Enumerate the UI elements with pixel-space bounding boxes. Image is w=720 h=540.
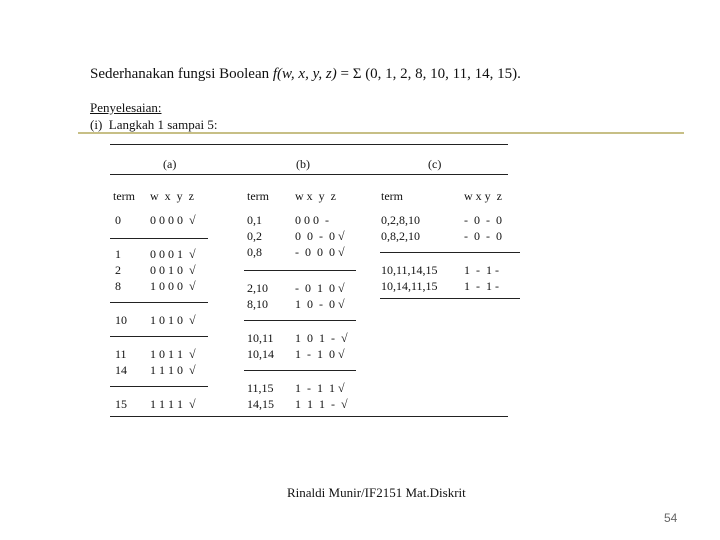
title-suffix: = Σ (0, 1, 2, 8, 10, 11, 14, 15). <box>336 66 521 82</box>
b-row-4-term: 11,15 14,15 <box>247 381 274 411</box>
a-group-divider <box>110 302 208 303</box>
accent-rule <box>78 132 684 134</box>
b-row-1-term: 0,1 0,2 0,8 <box>247 213 262 259</box>
table-bottom-rule <box>110 416 508 417</box>
a-row-1-term: 0 <box>115 213 121 227</box>
b-row-4-bits: 1 - 1 1 √ 1 1 1 - √ <box>295 381 348 411</box>
c-row-1-bits: - 0 - 0 - 0 - 0 <box>464 213 502 243</box>
b-group-divider <box>244 320 356 321</box>
b-row-2-term: 2,10 8,10 <box>247 281 268 311</box>
a-group-divider <box>110 386 208 387</box>
c-header-term: term <box>381 189 403 203</box>
c-row-1-term: 0,2,8,10 0,8,2,10 <box>381 213 420 243</box>
a-row-3-term: 10 <box>115 313 127 327</box>
a-header-vars: w x y z <box>150 189 194 203</box>
table-top-rule <box>110 144 508 145</box>
title-prefix: Sederhanakan fungsi Boolean <box>90 66 273 82</box>
b-row-3-term: 10,11 10,14 <box>247 331 274 361</box>
b-group-divider <box>244 270 356 271</box>
table-header-rule <box>110 174 508 175</box>
c-group-divider <box>380 298 520 299</box>
c-row-2-term: 10,11,14,15 10,14,11,15 <box>381 263 438 293</box>
b-row-2-bits: - 0 1 0 √ 1 0 - 0 √ <box>295 281 345 311</box>
footer-credit: Rinaldi Munir/IF2151 Mat.Diskrit <box>287 485 466 500</box>
group-label-c: (c) <box>428 157 442 171</box>
c-header-vars: w x y z <box>464 189 502 203</box>
a-row-5-term: 15 <box>115 397 127 411</box>
b-row-3-bits: 1 0 1 - √ 1 - 1 0 √ <box>295 331 348 361</box>
b-row-1-bits: 0 0 0 - 0 0 - 0 √ - 0 0 0 √ <box>295 213 345 259</box>
a-row-2-bits: 0 0 0 1 √ 0 0 1 0 √ 1 0 0 0 √ <box>150 247 196 293</box>
c-group-divider <box>380 252 520 253</box>
a-row-5-bits: 1 1 1 1 √ <box>150 397 196 411</box>
a-row-4-term: 11 14 <box>115 347 127 377</box>
page-number: 54 <box>664 511 678 525</box>
b-header-term: term <box>247 189 269 203</box>
a-row-1-bits: 0 0 0 0 √ <box>150 213 196 227</box>
title-function: f(w, x, y, z) <box>272 66 337 82</box>
solution-heading: Penyelesaian: <box>90 100 162 115</box>
solution-step: (i) Langkah 1 sampai 5: <box>90 117 218 132</box>
problem-statement <box>90 66 521 83</box>
c-row-2-bits: 1 - 1 - 1 - 1 - <box>464 263 499 293</box>
a-row-2-term: 1 2 8 <box>115 247 121 293</box>
a-header-term: term <box>113 189 135 203</box>
a-row-4-bits: 1 0 1 1 √ 1 1 1 0 √ <box>150 347 196 377</box>
a-group-divider <box>110 336 208 337</box>
a-group-divider <box>110 238 208 239</box>
a-row-3-bits: 1 0 1 0 √ <box>150 313 196 327</box>
b-group-divider <box>244 370 356 371</box>
b-header-vars: w x y z <box>295 189 336 203</box>
group-label-b: (b) <box>296 157 310 171</box>
group-label-a: (a) <box>163 157 177 171</box>
